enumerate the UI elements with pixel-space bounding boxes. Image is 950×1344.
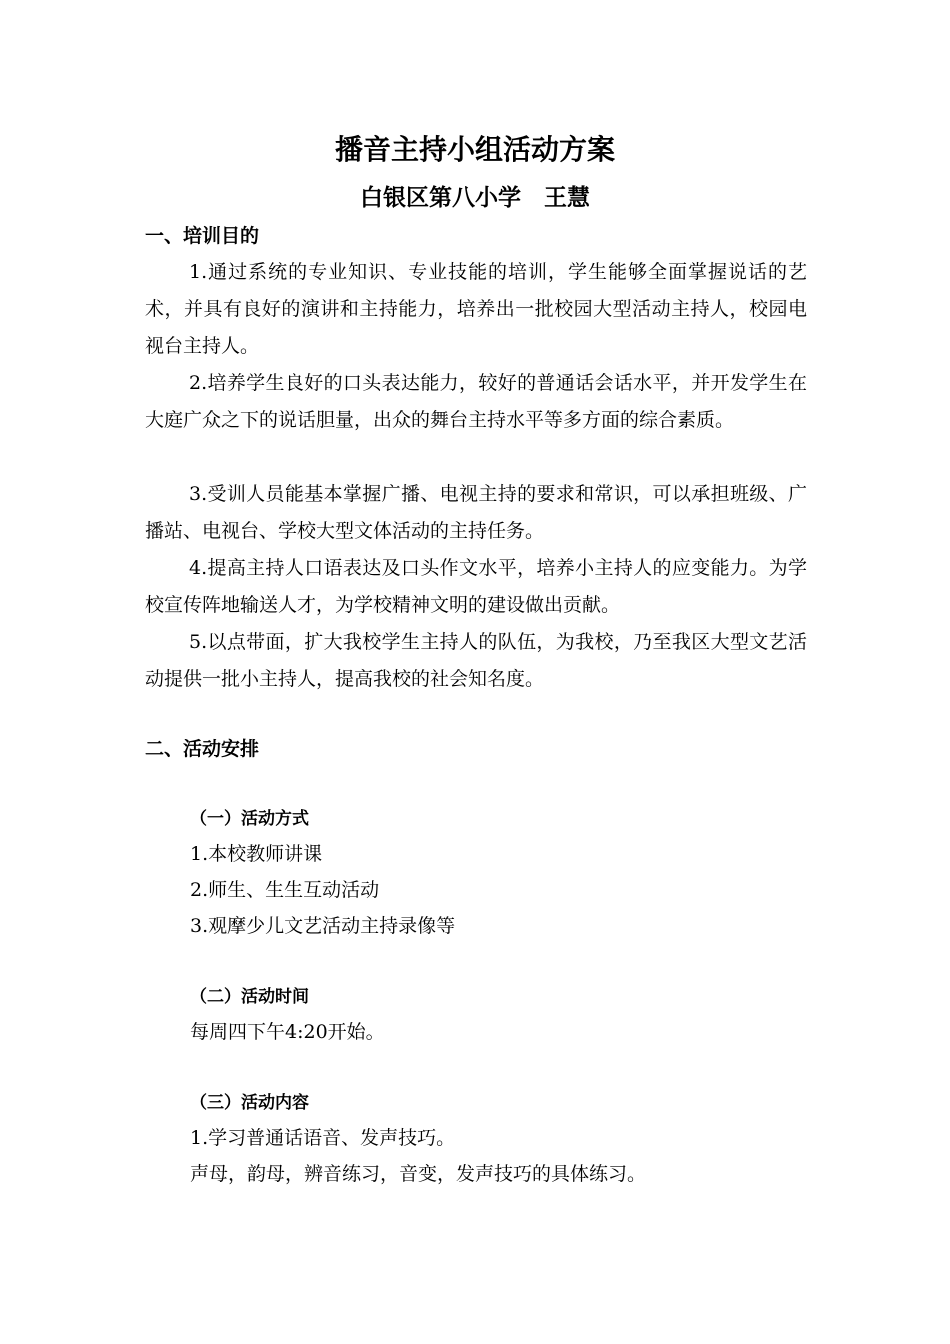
section-heading-activity-arrangement: 二、活动安排	[145, 738, 260, 760]
goal-paragraph-2: 2.培养学生良好的口头表达能力，较好的普通话会话水平，并开发学生在大庭广众之下的说话胆量，出众的舞台主持水平等多方面的综合素质。	[145, 372, 807, 431]
goal-paragraph-4: 4.提高主持人口语表达及口头作文水平，培养小主持人的应变能力。为学校宣传阵地输送人才，为学校精神文明的建设做出贡献。	[145, 557, 807, 616]
method-item-1: 1.本校教师讲课	[190, 843, 323, 865]
subsection-heading-activity-content: （三）活动内容	[190, 1093, 309, 1113]
method-item-2: 2.师生、生生互动活动	[190, 879, 380, 901]
document-title: 播音主持小组活动方案	[334, 133, 615, 166]
activity-time-text: 每周四下午4:20开始。	[190, 1021, 385, 1043]
content-item-2: 声母，韵母，辨音练习，音变，发声技巧的具体练习。	[190, 1163, 647, 1185]
content-item-1: 1.学习普通话语音、发声技巧。	[190, 1127, 456, 1149]
goal-paragraph-3: 3.受训人员能基本掌握广播、电视主持的要求和常识，可以承担班级、广播站、电视台、学校大型文体活动的主持任务。	[145, 483, 807, 542]
subsection-heading-activity-time: （二）活动时间	[190, 987, 309, 1007]
goal-paragraph-5: 5.以点带面，扩大我校学生主持人的队伍，为我校，乃至我区大型文艺活动提供一批小主持人，提高我校的社会知名度。	[145, 631, 807, 690]
section-heading-training-goals: 一、培训目的	[145, 225, 260, 247]
goal-paragraph-1: 1.通过系统的专业知识、专业技能的培训，学生能够全面掌握说话的艺术，并具有良好的演讲和主持能力，培养出一批校园大型活动主持人，校园电视台主持人。	[145, 261, 807, 357]
method-item-3: 3.观摩少儿文艺活动主持录像等	[190, 915, 456, 937]
subsection-heading-activity-method: （一）活动方式	[190, 809, 309, 829]
document-subtitle: 白银区第八小学 王慧	[360, 185, 590, 211]
